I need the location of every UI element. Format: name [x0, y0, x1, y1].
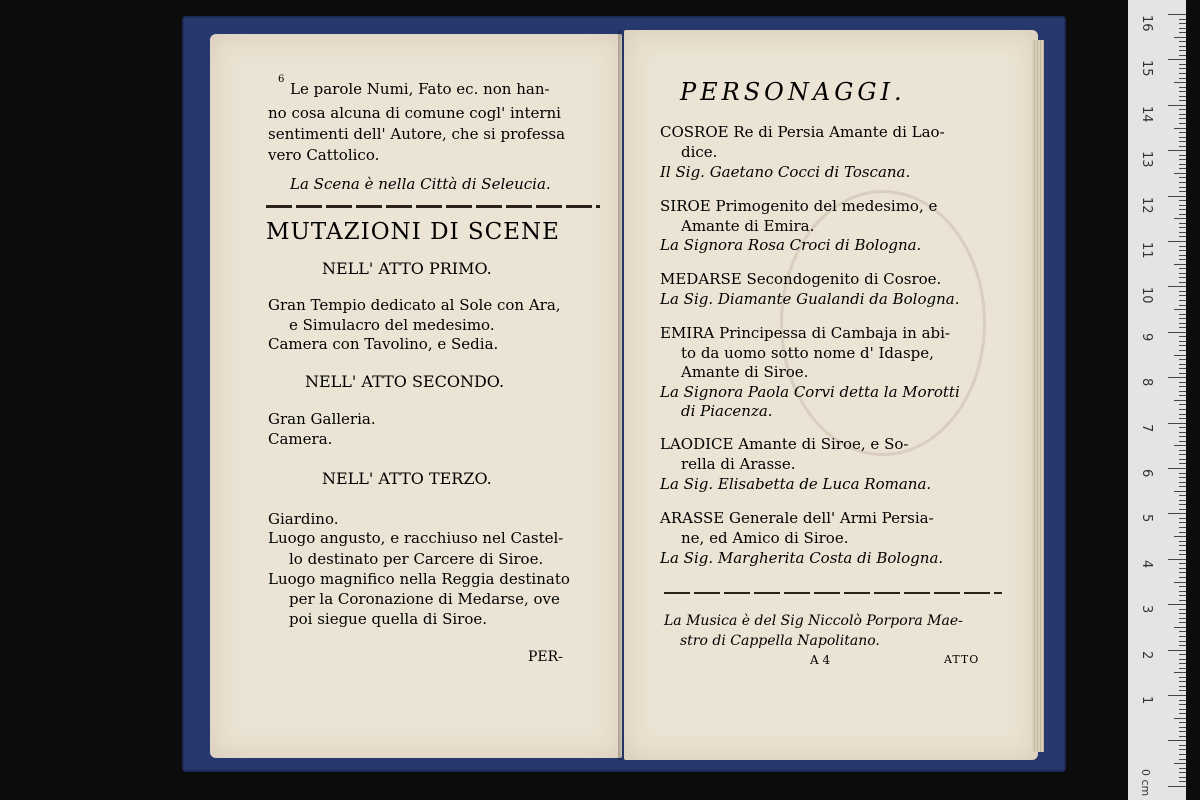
ruler-tick — [1168, 740, 1186, 741]
character-line: ne, ed Amico di Siroe. — [681, 529, 849, 547]
act-3-line: poi siegue quella di Siroe. — [289, 610, 488, 628]
singer-line: La Sig. Margherita Costa di Bologna. — [660, 549, 944, 567]
ruler-tick — [1179, 636, 1186, 637]
ruler-tick — [1179, 96, 1186, 97]
catchword-right: ATTO — [944, 653, 980, 666]
ruler-tick — [1179, 477, 1186, 478]
catchword-left: PER- — [528, 649, 563, 665]
ruler-tick — [1179, 659, 1186, 660]
ruler-tick — [1179, 749, 1186, 750]
ruler-tick — [1179, 641, 1186, 642]
ruler-tick — [1179, 600, 1186, 601]
ruler-tick — [1179, 432, 1186, 433]
ruler-tick — [1179, 277, 1186, 278]
character-line: dice. — [681, 143, 718, 161]
ruler-tick — [1179, 223, 1186, 224]
ruler-tick — [1179, 645, 1186, 646]
character-line: SIROE Primogenito del medesimo, e — [660, 197, 938, 215]
ruler-number: 7 — [1139, 423, 1154, 432]
ruler-tick — [1179, 550, 1186, 551]
note-line-3: sentimenti dell' Autore, che si professa — [268, 125, 566, 143]
act-3-title: NELL' ATTO TERZO. — [322, 469, 492, 488]
ruler-tick — [1179, 373, 1186, 374]
ruler-tick — [1174, 173, 1186, 174]
ruler-number: 3 — [1139, 605, 1154, 614]
ruler-tick — [1179, 177, 1186, 178]
ruler-tick — [1179, 500, 1186, 501]
ruler-tick — [1179, 613, 1186, 614]
ruler-number: 2 — [1139, 650, 1154, 659]
ruler-tick — [1179, 759, 1186, 760]
act-1-line: Gran Tempio dedicato al Sole con Ara, — [268, 296, 561, 314]
singer-line: La Signora Paola Corvi detta la Morotti — [660, 383, 960, 401]
ruler-tick — [1179, 300, 1186, 301]
ruler-tick — [1179, 568, 1186, 569]
singer-line: La Signora Rosa Croci di Bologna. — [660, 236, 922, 254]
ruler-tick — [1179, 509, 1186, 510]
singer-line: La Sig. Diamante Gualandi da Bologna. — [660, 290, 960, 308]
ruler-tick — [1179, 781, 1186, 782]
ruler-tick — [1179, 532, 1186, 533]
ruler-tick — [1174, 37, 1186, 38]
ruler-tick — [1179, 291, 1186, 292]
ruler-tick — [1168, 559, 1186, 560]
ruler-tick — [1174, 536, 1186, 537]
singer-line: di Piacenza. — [681, 402, 773, 420]
ruler-tick — [1179, 731, 1186, 732]
ruler-tick — [1179, 55, 1186, 56]
ruler-tick — [1179, 305, 1186, 306]
ruler-tick — [1179, 386, 1186, 387]
ruler-tick — [1179, 618, 1186, 619]
ruler-tick — [1179, 668, 1186, 669]
ruler-tick — [1174, 128, 1186, 129]
ruler-tick — [1179, 187, 1186, 188]
act-1-title: NELL' ATTO PRIMO. — [322, 259, 492, 278]
ruler-tick — [1179, 78, 1186, 79]
ruler-tick — [1179, 409, 1186, 410]
ruler-tick — [1179, 713, 1186, 714]
ruler-tick — [1168, 786, 1186, 787]
ruler-tick — [1179, 364, 1186, 365]
ruler-tick — [1179, 418, 1186, 419]
ruler-tick — [1179, 473, 1186, 474]
ruler-tick — [1179, 64, 1186, 65]
ruler-tick — [1174, 400, 1186, 401]
music-credit-line: stro di Cappella Napolitano. — [680, 633, 880, 649]
ruler-tick — [1179, 50, 1186, 51]
ruler-tick — [1179, 572, 1186, 573]
ruler-tick — [1179, 314, 1186, 315]
ruler-tick — [1179, 205, 1186, 206]
ruler-number: 11 — [1139, 242, 1154, 259]
ruler-tick — [1179, 663, 1186, 664]
ruler-tick — [1179, 541, 1186, 542]
ruler-tick — [1179, 368, 1186, 369]
ruler-tick — [1179, 87, 1186, 88]
ruler-tick — [1179, 454, 1186, 455]
ruler-tick — [1179, 586, 1186, 587]
act-1-line: e Simulacro del medesimo. — [289, 316, 495, 334]
ruler-tick — [1179, 259, 1186, 260]
ruler-tick — [1179, 577, 1186, 578]
ruler-number: 8 — [1139, 378, 1154, 387]
act-3-line: per la Coronazione di Medarse, ove — [289, 590, 560, 608]
ruler-tick — [1179, 273, 1186, 274]
ruler-tick — [1174, 82, 1186, 83]
ruler-tick — [1174, 355, 1186, 356]
ruler-tick — [1179, 32, 1186, 33]
ruler-tick — [1168, 105, 1186, 106]
ruler-tick — [1168, 695, 1186, 696]
ruler-tick — [1168, 513, 1186, 514]
ruler-tick — [1179, 182, 1186, 183]
ruler-tick — [1179, 681, 1186, 682]
ruler-tick — [1179, 250, 1186, 251]
ruler-tick — [1168, 14, 1186, 15]
ruler-tick — [1179, 41, 1186, 42]
ruler-tick — [1179, 522, 1186, 523]
act-2-title: NELL' ATTO SECONDO. — [305, 372, 505, 391]
act-2-line: Gran Galleria. — [268, 410, 376, 428]
character-line: COSROE Re di Persia Amante di Lao- — [660, 123, 945, 141]
ruler-tick — [1179, 391, 1186, 392]
act-2-line: Camera. — [268, 430, 333, 448]
ruler-tick — [1179, 382, 1186, 383]
ruler-tick — [1174, 627, 1186, 628]
ruler-tick — [1174, 264, 1186, 265]
ruler-tick — [1179, 704, 1186, 705]
act-3-line: lo destinato per Carcere di Siroe. — [289, 550, 544, 568]
ruler-tick — [1179, 345, 1186, 346]
ruler-tick — [1179, 168, 1186, 169]
ruler-tick — [1174, 445, 1186, 446]
singer-line: Il Sig. Gaetano Cocci di Toscana. — [660, 163, 911, 181]
ruler-tick — [1179, 768, 1186, 769]
ruler-tick — [1179, 754, 1186, 755]
character-line: MEDARSE Secondogenito di Cosroe. — [660, 270, 942, 288]
character-line: EMIRA Principessa di Cambaja in abi- — [660, 324, 950, 342]
ruler-tick — [1179, 109, 1186, 110]
ruler-tick — [1168, 150, 1186, 151]
ruler-tick — [1179, 722, 1186, 723]
ruler-unit: 0 cm — [1139, 769, 1152, 797]
ruler-tick — [1179, 622, 1186, 623]
ruler-tick — [1179, 441, 1186, 442]
ruler-tick — [1179, 159, 1186, 160]
ruler-number: 9 — [1139, 332, 1154, 342]
ruler-tick — [1174, 672, 1186, 673]
ruler-tick — [1179, 327, 1186, 328]
page-edges — [1032, 40, 1044, 752]
credit-rule — [664, 592, 1002, 594]
ruler-tick — [1179, 146, 1186, 147]
note-line-4: vero Cattolico. — [268, 146, 380, 164]
ruler-tick — [1179, 690, 1186, 691]
ruler-tick — [1179, 295, 1186, 296]
ruler-tick — [1179, 631, 1186, 632]
ruler-tick — [1179, 527, 1186, 528]
ruler-tick — [1179, 191, 1186, 192]
ruler-tick — [1179, 777, 1186, 778]
ruler-tick — [1179, 137, 1186, 138]
note-line-1: Le parole Numi, Fato ec. non han- — [290, 80, 550, 98]
ruler-tick — [1179, 436, 1186, 437]
ruler-number: 1 — [1139, 696, 1154, 705]
ruler-number: 10 — [1139, 287, 1154, 305]
ruler-tick — [1179, 609, 1186, 610]
ruler-tick — [1168, 196, 1186, 197]
ruler-tick — [1168, 377, 1186, 378]
ruler-tick — [1179, 727, 1186, 728]
ruler-tick — [1179, 336, 1186, 337]
character-line: rella di Arasse. — [681, 455, 796, 473]
ruler-tick — [1179, 341, 1186, 342]
ruler-tick — [1179, 504, 1186, 505]
ruler-tick — [1179, 28, 1186, 29]
ruler-tick — [1174, 491, 1186, 492]
ruler-tick — [1179, 745, 1186, 746]
ruler-tick — [1179, 395, 1186, 396]
ruler-tick — [1179, 359, 1186, 360]
ruler-tick — [1179, 232, 1186, 233]
ruler-tick — [1174, 309, 1186, 310]
ruler-tick — [1179, 155, 1186, 156]
ruler-tick — [1179, 164, 1186, 165]
personaggi-heading: PERSONAGGI. — [680, 78, 906, 106]
ruler-tick — [1179, 545, 1186, 546]
ruler-tick — [1179, 414, 1186, 415]
ruler-tick — [1179, 486, 1186, 487]
ruler-tick — [1174, 582, 1186, 583]
ruler-tick — [1168, 604, 1186, 605]
ruler-number: 15 — [1139, 60, 1154, 78]
signature-mark: A 4 — [810, 653, 831, 667]
ruler-tick — [1179, 318, 1186, 319]
ruler-tick — [1179, 19, 1186, 20]
ruler-tick — [1179, 591, 1186, 592]
music-credit-line: La Musica è del Sig Niccolò Porpora Mae- — [664, 613, 963, 629]
ruler-tick — [1168, 241, 1186, 242]
ruler-tick — [1179, 700, 1186, 701]
ruler-tick — [1179, 686, 1186, 687]
ruler-tick — [1179, 100, 1186, 101]
ruler-tick — [1179, 450, 1186, 451]
ruler-tick — [1179, 404, 1186, 405]
ruler-tick — [1179, 736, 1186, 737]
ruler-tick — [1179, 255, 1186, 256]
ruler-tick — [1179, 73, 1186, 74]
ruler-tick — [1168, 468, 1186, 469]
ruler-tick — [1179, 709, 1186, 710]
act-1-line: Camera con Tavolino, e Sedia. — [268, 335, 499, 353]
ruler-tick — [1179, 495, 1186, 496]
ruler-tick — [1174, 763, 1186, 764]
ruler-tick — [1168, 650, 1186, 651]
ruler-tick — [1179, 118, 1186, 119]
ruler-number: 12 — [1139, 196, 1154, 214]
ruler-tick — [1168, 332, 1186, 333]
ruler-number: 13 — [1139, 151, 1154, 168]
ruler-tick — [1179, 141, 1186, 142]
ruler-tick — [1179, 677, 1186, 678]
ruler-tick — [1179, 23, 1186, 24]
ruler-tick — [1179, 227, 1186, 228]
ruler-number: 4 — [1139, 559, 1154, 569]
act-3-line: Luogo angusto, e racchiuso nel Castel- — [268, 529, 564, 547]
ruler-tick — [1179, 518, 1186, 519]
ruler-tick — [1179, 323, 1186, 324]
act-3-line: Giardino. — [268, 510, 339, 528]
ruler-number: 6 — [1139, 469, 1154, 478]
scenes-heading: MUTAZIONI DI SCENE — [266, 219, 560, 245]
ruler-tick — [1179, 214, 1186, 215]
page-mark: 6 — [278, 74, 285, 85]
ruler-tick — [1179, 427, 1186, 428]
character-line: Amante di Siroe. — [681, 363, 809, 381]
ruler-tick — [1179, 114, 1186, 115]
ruler-tick — [1179, 91, 1186, 92]
ruler-tick — [1179, 463, 1186, 464]
ruler-tick — [1179, 554, 1186, 555]
ruler-tick — [1179, 123, 1186, 124]
ruler-tick — [1179, 282, 1186, 283]
ruler-tick — [1179, 563, 1186, 564]
ruler-tick — [1174, 218, 1186, 219]
character-line: LAODICE Amante di Siroe, e So- — [660, 435, 909, 453]
ruler-tick — [1179, 236, 1186, 237]
ruler-tick — [1168, 423, 1186, 424]
ruler-number: 14 — [1139, 105, 1154, 123]
ruler-tick — [1179, 68, 1186, 69]
character-line: ARASSE Generale dell' Armi Persia- — [660, 509, 934, 527]
ruler-tick — [1179, 246, 1186, 247]
ruler-tick — [1179, 482, 1186, 483]
section-rule — [266, 205, 600, 208]
ruler-tick — [1179, 132, 1186, 133]
scene-location: La Scena è nella Città di Seleucia. — [290, 175, 551, 193]
ruler-tick — [1179, 654, 1186, 655]
ruler-tick — [1179, 46, 1186, 47]
character-line: Amante di Emira. — [681, 217, 815, 235]
measurement-ruler — [1128, 0, 1186, 800]
character-line: to da uomo sotto nome d' Idaspe, — [681, 344, 934, 362]
ruler-tick — [1179, 772, 1186, 773]
ruler-number: 5 — [1139, 514, 1154, 523]
ruler-tick — [1179, 350, 1186, 351]
ruler-tick — [1179, 595, 1186, 596]
note-line-2: no cosa alcuna di comune cogl' interni — [268, 104, 561, 122]
ruler-tick — [1174, 718, 1186, 719]
ruler-tick — [1168, 286, 1186, 287]
ruler-tick — [1168, 59, 1186, 60]
act-3-line: Luogo magnifico nella Reggia destinato — [268, 570, 570, 588]
ruler-number: 16 — [1139, 15, 1154, 32]
ruler-tick — [1179, 459, 1186, 460]
ruler-tick — [1179, 209, 1186, 210]
ruler-tick — [1179, 268, 1186, 269]
ruler-tick — [1179, 200, 1186, 201]
singer-line: La Sig. Elisabetta de Luca Romana. — [660, 475, 932, 493]
